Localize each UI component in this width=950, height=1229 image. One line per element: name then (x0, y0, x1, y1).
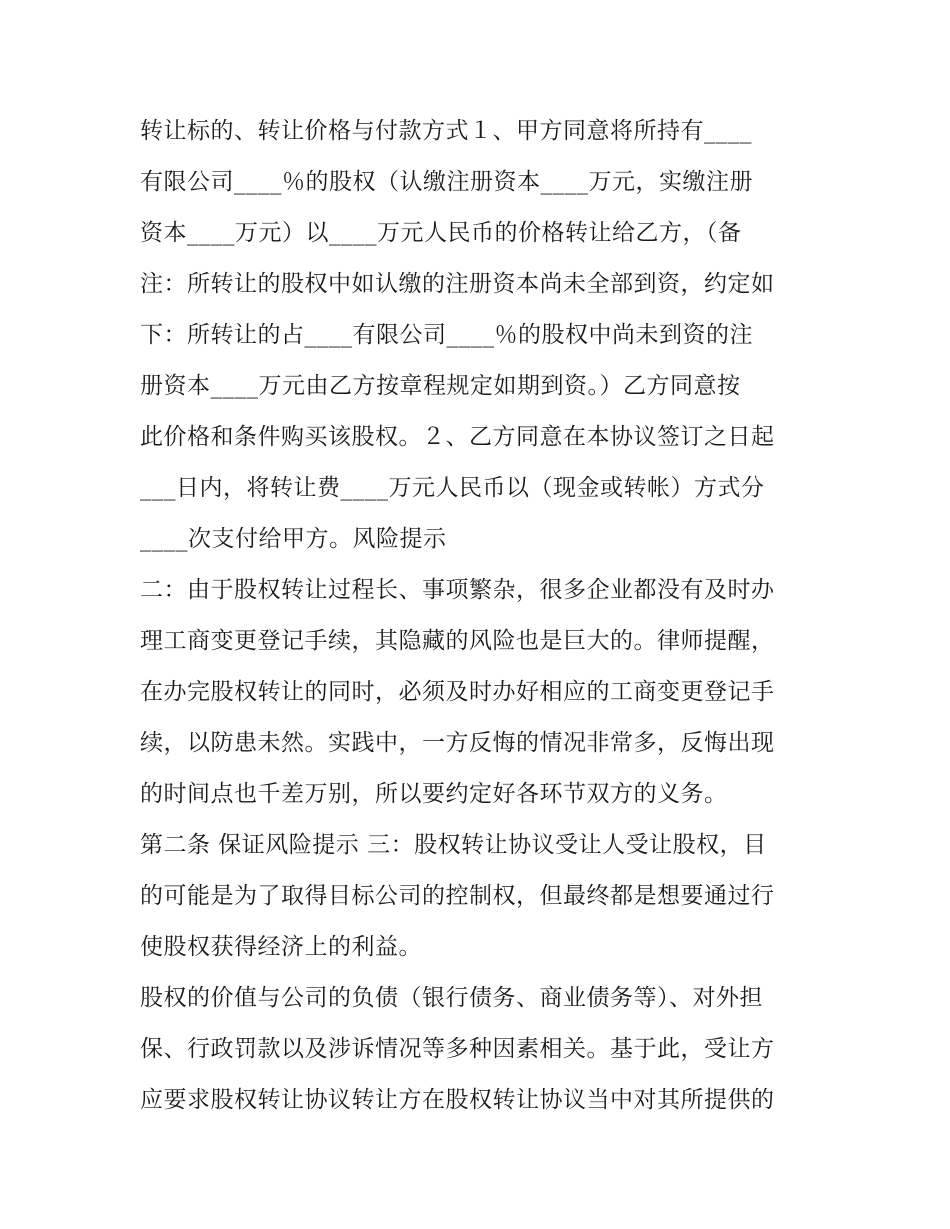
text-line: 的时间点也千差万别，所以要约定好各环节双方的义务。 (140, 781, 728, 807)
text-line: 理工商变更登记手续，其隐藏的风险也是巨大的。律师提醒， (140, 628, 775, 654)
text-line: ___日内，将转让费____万元人民币以（现金或转帐）方式分 (140, 475, 765, 501)
document-body (140, 106, 820, 1126)
text-line: 续，以防患未然。实践中，一方反悔的情况非常多，反悔出现 (140, 730, 775, 756)
text-line: 册资本____万元由乙方按章程规定如期到资。）乙方同意按 (140, 373, 741, 399)
text-line: 在办完股权转让的同时，必须及时办好相应的工商变更登记手 (140, 679, 775, 705)
text-line: 注：所转让的股权中如认缴的注册资本尚未全部到资，约定如 (140, 271, 775, 297)
text-line: 此价格和条件购买该股权。２、乙方同意在本协议签订之日起 (140, 424, 775, 450)
text-line: 股权的价值与公司的负债（银行债务、商业债务等）、对外担 (140, 985, 763, 1011)
text-line: 资本____万元）以____万元人民币的价格转让给乙方，（备 (140, 220, 742, 246)
text-line: 使股权获得经济上的利益。 (140, 934, 422, 960)
text-line: 转让标的、转让价格与付款方式１、甲方同意将所持有____ (140, 118, 752, 144)
text-line: 应要求股权转让协议转让方在股权转让协议当中对其所提供的 (140, 1087, 775, 1113)
text-line: 有限公司____％的股权（认缴注册资本____万元，实缴注册 (140, 169, 753, 195)
text-line: 的可能是为了取得目标公司的控制权，但最终都是想要通过行 (140, 883, 775, 909)
text-line: 保、行政罚款以及涉诉情况等多种因素相关。基于此，受让方 (140, 1036, 775, 1062)
text-line: 二：由于股权转让过程长、事项繁杂，很多企业都没有及时办 (140, 577, 775, 603)
text-line: ____次支付给甲方。风险提示 (140, 526, 447, 552)
text-line: 下：所转让的占____有限公司____％的股权中尚未到资的注 (140, 322, 753, 348)
text-line: 第二条 保证风险提示 三：股权转让协议受让人受让股权，目 (140, 832, 767, 858)
